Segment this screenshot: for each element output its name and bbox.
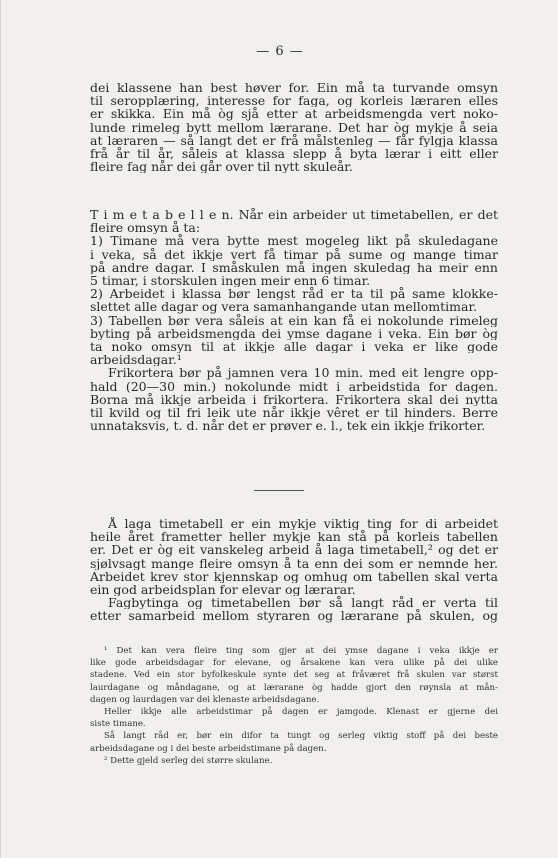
text-line: er skikka. Ein må òg sjå etter at arbeidsmengda vert noko- xyxy=(90,107,498,121)
text-line: Heller ikkje alle arbeidstimar på dagen er jamgode. Klenast er gjerne dei xyxy=(104,707,498,718)
text-line: slettet alle dagar og vera samanhangande utan mellomtimar. xyxy=(90,300,478,314)
text-line: Så langt råd er, bør ein difor ta tungt og serleg viktig stoff på dei beste xyxy=(104,731,498,742)
text-line: hald (20—30 min.) nokolunde midt i arbeidstida for dagen. xyxy=(90,379,498,393)
text-line: frå år til år, såleis at klassa slepp å byta lærar i eitt eller xyxy=(90,147,498,161)
text-line: Å laga timetabell er ein mykje viktig ting for di arbeidet xyxy=(108,517,498,531)
paragraph-1 xyxy=(90,81,498,173)
text-line: Frikortera bør på jamnen vera 10 min. med eit lengre opp- xyxy=(108,366,498,380)
section-timetable xyxy=(90,208,498,432)
text-line: siste timane. xyxy=(90,719,146,730)
text-line: arbeidsdagar.¹ xyxy=(90,353,182,367)
text-line: laurdagane og måndagane, og at lærarane òg hadde gjort den røynsla at mån- xyxy=(90,682,498,693)
page-number: — 6 — xyxy=(256,44,304,59)
text-line: at læraren — så langt det er frå målstenleg — får fylgja klassa xyxy=(90,133,498,148)
text-line: etter samarbeid mellom styraren og lærarane på skulen, og xyxy=(90,609,498,623)
text-line: sjølvsagt mange fleire omsyn å ta enn dei som er nemnde her. xyxy=(90,556,498,570)
text-line: ² Dette gjeld serleg dei større skulane. xyxy=(104,755,273,766)
text-line: T i m e t a b e l l e n. Når ein arbeider ut timetabellen, er det xyxy=(90,208,498,222)
text-line: ta noko omsyn til at ikkje alle dagar i veka er like gode xyxy=(90,340,498,354)
text-line: til seropplæring, interesse for faga, og korleis læraren elles xyxy=(90,94,498,108)
text-line: dagen og laurdagen var dei klenaste arbeidsdagane. xyxy=(90,694,320,705)
text-line: byting på arbeidsmengda dei ymse dagane i veka. Ein bør òg xyxy=(90,326,498,341)
text-line: 2) Arbeidet i klassa bør lengst råd er ta til på same klokke- xyxy=(90,287,498,301)
text-line: heile året frametter heller mykje kan stå på korleis tabellen xyxy=(90,530,498,544)
text-line: ein god arbeidsplan for elevar og lærarar. xyxy=(90,583,356,597)
text-line: arbeidsdagane og i dei beste arbeidstimane på dagen. xyxy=(90,743,327,754)
section-divider xyxy=(254,490,304,491)
text-line: 5 timar, i storskulen ingen meir enn 6 timar. xyxy=(90,274,371,288)
text-line: 1) Timane må vera bytte mest mogeleg likt på skuledagane xyxy=(90,234,498,248)
text-line: like gode arbeidsdagar for elevane, og årsakene kan vera ulike på dei ulike xyxy=(90,658,498,669)
text-line: stadene. Ved ein stor byfolkeskule synte det seg at fråværet frå skulen var størst xyxy=(90,670,498,681)
text-line: lunde rimeleg bytt mellom lærarane. Det har òg mykje å seia xyxy=(90,120,498,134)
text-line: fleire omsyn å ta: xyxy=(90,221,201,235)
text-line: fleire fag når dei går over til nytt skuleår. xyxy=(90,160,353,174)
text-line: Fagbytinga og timetabellen bør så langt råd er verta til xyxy=(108,596,498,610)
footnotes xyxy=(90,645,498,767)
text-line: unnataksvis, t. d. når det er prøver e. l., tek ein ikkje frikorter. xyxy=(90,419,486,433)
text-line: ¹ Det kan vera fleire ting som gjer at dei ymse dagane i veka ikkje er xyxy=(104,646,498,656)
text-line: i veka, så det ikkje vert få timar på sume og mange timar xyxy=(90,247,498,261)
text-line: Arbeidet krev stor kjennskap og omhug om tabellen skal verta xyxy=(90,569,498,584)
text-line: til kvild og til fri leik ute når ikkje vêret er til hinders. Berre xyxy=(90,406,498,420)
text-line: på andre dagar. I småskulen må ingen skuledag ha meir enn xyxy=(90,260,498,275)
text-line: 3) Tabellen bør vera såleis at ein kan få ei nokolunde rimeleg xyxy=(90,313,498,327)
text-line: Borna må ikkje arbeida i frikortera. Frikortera skal dei nytta xyxy=(90,392,498,407)
text-line: dei klassene han best høver for. Ein må ta turvande omsyn xyxy=(90,81,498,95)
text-line: er. Det er òg eit vanskeleg arbeid å laga timetabell,² og det er xyxy=(90,543,498,557)
section-after-divider xyxy=(90,517,498,623)
